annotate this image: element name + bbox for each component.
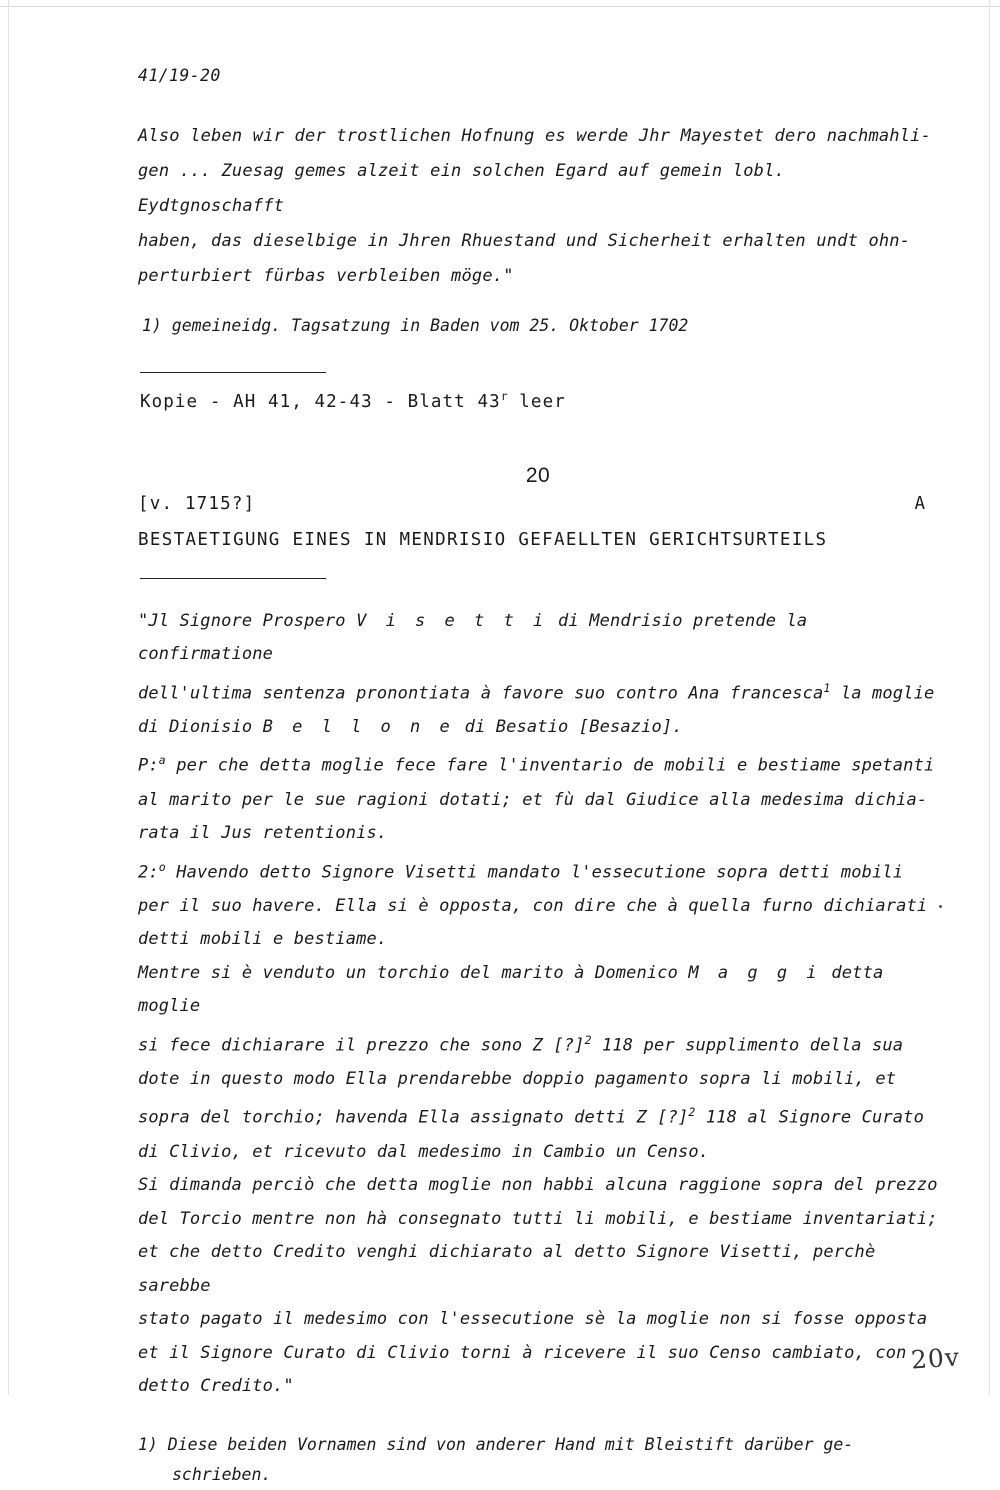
horizontal-rule <box>140 372 326 373</box>
horizontal-rule-2 <box>140 578 326 579</box>
body-text: di Mendrisio pretende la confirmatione <box>138 610 808 665</box>
body-line <box>138 1236 938 1303</box>
body-line <box>138 1169 938 1203</box>
page-footnote <box>138 1430 938 1490</box>
pencil-annotation: 20v <box>910 1342 961 1375</box>
folio-reference: 41/19-20 <box>138 66 221 85</box>
body-text: et il Signore Curato di Clivio torni à ricevere il suo Censo cambiato, con <box>138 1342 907 1363</box>
body-text: P: <box>138 756 159 777</box>
body-text: di Dionisio <box>138 716 263 737</box>
body-text: dell'ultima sentenza pronontiata à favore suo contro Ana francesca <box>138 683 824 704</box>
kopie-suffix: leer <box>507 391 566 412</box>
kopie-prefix: Kopie - AH 41, 42-43 - Blatt 43 <box>140 391 501 412</box>
body-text: detta moglie <box>138 962 884 1017</box>
kopie-superscript: r <box>500 389 508 403</box>
body-text: al marito per le sue ragioni dotati; et fù dal Giudice alla medesima dichia- <box>138 789 928 810</box>
body-superscript: 2 <box>688 1105 696 1120</box>
body-text: la moglie <box>830 683 935 704</box>
body-line <box>138 1370 938 1404</box>
body-line <box>138 957 938 1024</box>
scan-edge-right <box>989 0 990 1395</box>
body-line <box>138 744 938 783</box>
italian-body-text <box>138 605 938 1404</box>
body-text: "Jl Signore Prospero <box>138 610 357 631</box>
body-text: Havendo detto Signore Visetti mandato l'essecutione sopra detti mobili <box>165 862 904 883</box>
quote-line: gen ... Zuesag gemes alzeit ein solchen Egard auf gemein lobl. Eydtgnoschafft <box>138 161 785 216</box>
body-superscript: 2 <box>584 1032 592 1047</box>
body-line <box>138 672 938 711</box>
body-text: di Clivio, et ricevuto dal medesimo in Cambio un Censo. <box>138 1141 710 1162</box>
body-line <box>138 1096 938 1135</box>
stray-ink-dot <box>939 905 942 908</box>
body-line <box>138 1024 938 1063</box>
body-line <box>138 817 938 851</box>
body-text: Mentre si è venduto un torchio del marito à Domenico <box>138 962 689 983</box>
scan-edge-left <box>8 0 9 1395</box>
body-name-spaced: V i s e t t i <box>356 610 548 631</box>
section-date: [v. 1715?] <box>138 493 256 514</box>
scan-edge-top <box>0 6 1000 7</box>
body-superscript: a <box>158 753 166 768</box>
section-head-row <box>138 494 938 514</box>
section-number: 20 <box>525 463 551 487</box>
quote-line: Also leben wir der trostlichen Hofnung es werde Jhr Mayestet dero nachmahli- <box>138 126 932 146</box>
body-text: 118 per supplimento della sua <box>591 1035 904 1056</box>
body-line <box>138 923 938 957</box>
body-line <box>138 1303 938 1337</box>
body-text: stato pagato il medesimo con l'essecutione sè la moglie non si fosse opposta <box>138 1309 928 1330</box>
quote-footnote: 1) gemeineidg. Tagsatzung in Baden vom 25. Oktober 1702 <box>142 316 689 335</box>
body-text: si fece dichiarare il prezzo che sono Z [?] <box>138 1035 585 1056</box>
section-title: BESTAETIGUNG EINES IN MENDRISIO GEFAELLTEN GERICHTSURTEILS <box>138 529 828 550</box>
body-line <box>138 851 938 890</box>
body-text: 118 al Signore Curato <box>695 1108 924 1129</box>
quote-line: perturbiert fürbas verbleiben möge." <box>138 266 514 286</box>
body-text: dote in questo modo Ella prendarebbe doppio pagamento sopra li mobili, et <box>138 1068 897 1089</box>
kopie-reference-line <box>140 389 938 412</box>
document-content <box>138 66 938 1490</box>
body-line <box>138 1136 938 1170</box>
footnote-line-2: schrieben. <box>172 1464 272 1484</box>
body-superscript: 1 <box>823 680 831 695</box>
body-superscript: o <box>158 859 166 874</box>
body-name-spaced: B e l l o n e <box>262 716 455 737</box>
body-text: Si dimanda perciò che detta moglie non habbi alcuna raggione sopra del prezzo <box>138 1175 938 1196</box>
body-name-spaced: M a g g i <box>688 962 822 983</box>
body-text: di Besatio [Besazio]. <box>454 716 683 737</box>
body-text: del Torcio mentre non hà consegnato tutti li mobili, e bestiame inventariati; <box>138 1208 938 1229</box>
body-line <box>138 784 938 818</box>
body-text: 2: <box>138 862 159 883</box>
body-line <box>138 605 938 672</box>
body-text: rata il Jus retentionis. <box>138 823 388 844</box>
body-text: detti mobili e bestiame. <box>138 929 388 950</box>
body-line <box>138 1337 938 1371</box>
body-line <box>138 890 938 924</box>
body-text: sopra del torchio; havenda Ella assignato detti Z [?] <box>138 1108 689 1129</box>
german-quote-block <box>138 119 938 294</box>
body-text: detto Credito." <box>138 1376 294 1397</box>
quote-line: haben, das dieselbige in Jhren Rhuestand und Sicherheit erhalten undt ohn- <box>138 231 911 251</box>
footnote-line-1: 1) Diese beiden Vornamen sind von anderer Hand mit Bleistift darüber ge- <box>138 1434 854 1454</box>
body-text: per il suo havere. Ella si è opposta, con dire che à quella furno dichiarati <box>138 895 928 916</box>
body-text: et che detto Credito venghi dichiarato al detto Signore Visetti, perchè sarebbe <box>138 1242 876 1296</box>
body-line <box>138 1203 938 1237</box>
body-line <box>138 1063 938 1097</box>
section-letter: A <box>914 493 926 514</box>
body-text: per che detta moglie fece fare l'inventario de mobili e bestiame spetanti <box>165 756 935 777</box>
body-line <box>138 711 938 745</box>
